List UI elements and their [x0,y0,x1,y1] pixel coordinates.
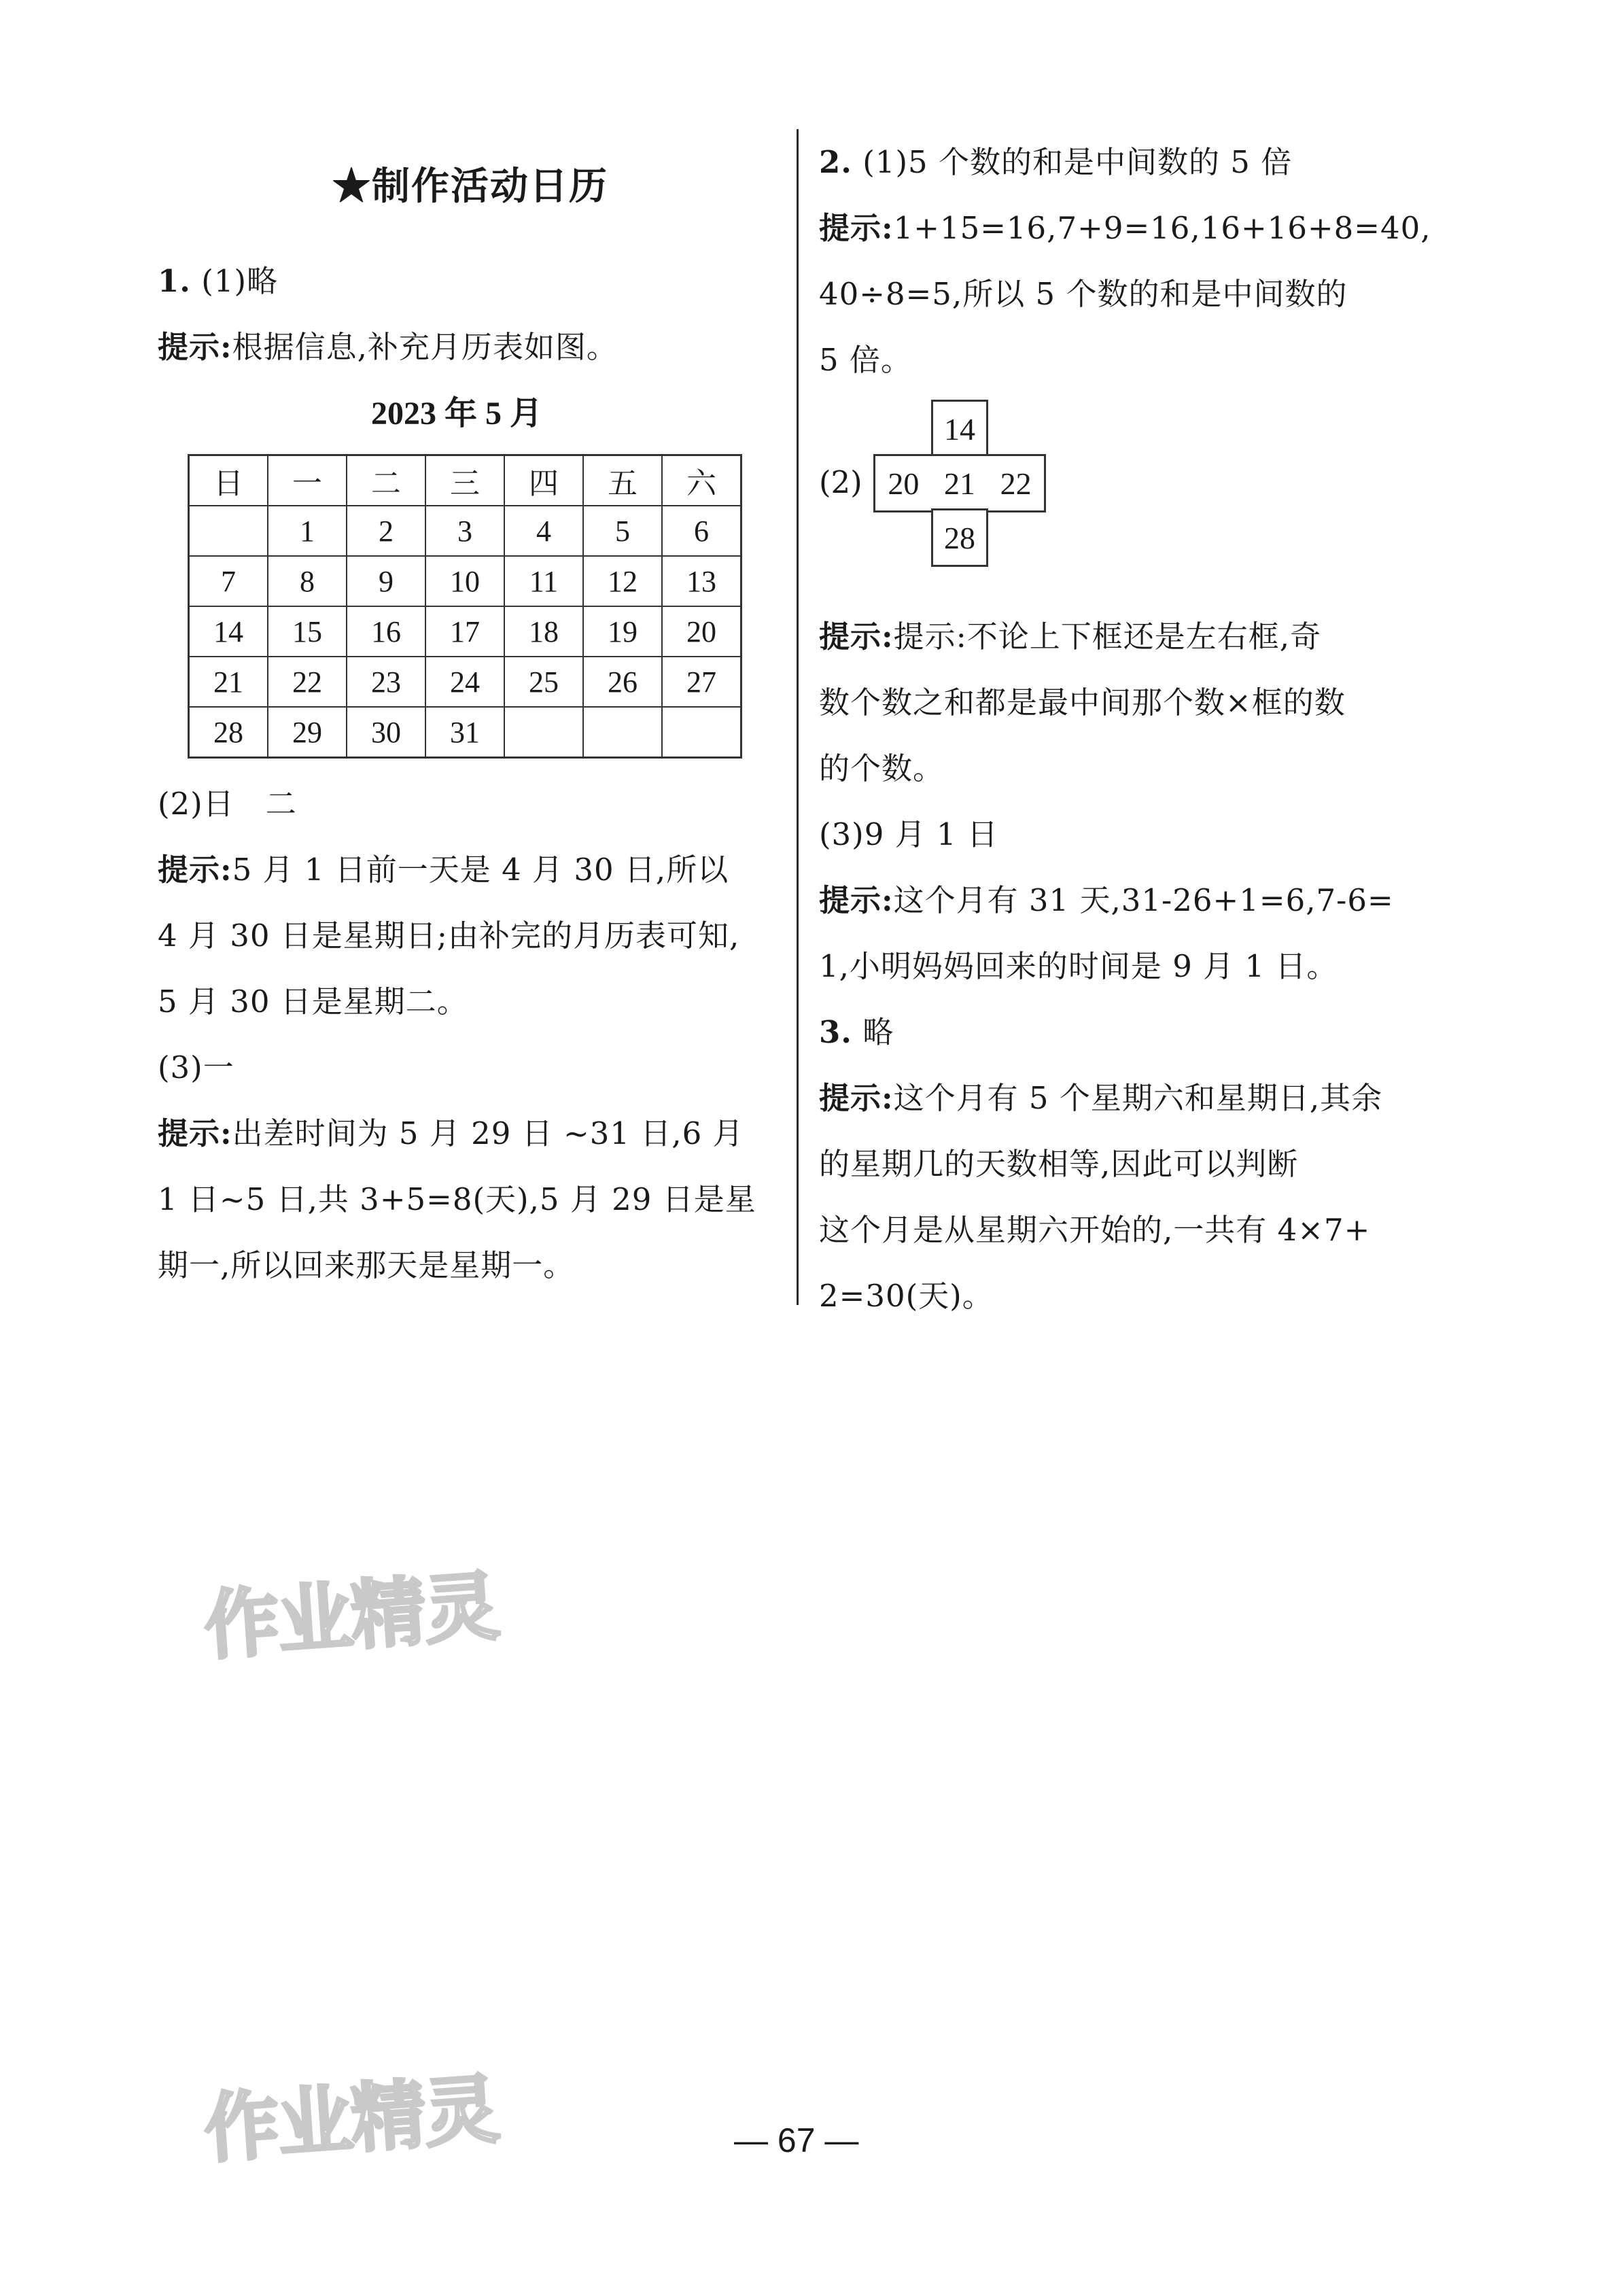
q2-number: 2. [819,144,852,180]
q1-part2-hint-line2: 4 月 30 日是星期日;由补完的月历表可知, [158,918,740,954]
q2-part2-hint-line3: 的个数。 [819,750,945,786]
q2-hint-line3: 5 倍。 [819,342,912,378]
day-cell: 1 [268,506,347,556]
day-cell: 18 [504,606,583,657]
cross-left-number: 20 [888,466,920,501]
day-cell: 13 [662,556,741,606]
q2-part2-hint-line1 [819,604,1444,669]
hint-text: 这个月有 5 个星期六和星期日,其余 [893,1080,1383,1116]
q1-hint-text: 根据信息,补充月历表如图。 [232,329,618,365]
day-cell: 21 [189,657,268,707]
q3-answer-text: 略 [852,1014,894,1050]
calendar-header-row [189,455,741,506]
day-cell: 20 [662,606,741,657]
day-cell: 28 [189,707,268,758]
q3-number: 3. [819,1014,852,1050]
cross-bottom-box [931,508,988,567]
page-number: — 67 — [734,2121,859,2159]
weekday-cell: 二 [347,455,425,506]
day-cell: 7 [189,556,268,606]
day-cell: 15 [268,606,347,657]
day-cell: 31 [425,707,504,758]
watermark: 作业精灵 [201,2066,501,2173]
q2-part2-label: (2) [819,464,862,500]
calendar-week-row [189,606,741,657]
q2-hint-line1 [819,195,1444,261]
hint-text: 5 月 1 日前一天是 4 月 30 日,所以 [232,852,729,888]
day-cell: 30 [347,707,425,758]
day-cell [662,707,741,758]
q1-part1-answer: (1)略 [190,263,279,299]
hint-text: 1+15=16,7+9=16,16+16+8=40, [893,210,1431,246]
q2-hint-line2: 40÷8=5,所以 5 个数的和是中间数的 [819,276,1348,312]
calendar-week-row [189,707,741,758]
hint-text: 提示:不论上下框还是左右框,奇 [893,619,1322,655]
q3-hint-line1 [819,1065,1444,1131]
day-cell: 29 [268,707,347,758]
right-column [819,129,1444,1329]
day-cell: 9 [347,556,425,606]
day-cell: 26 [583,657,662,707]
cross-center-number: 21 [943,466,975,501]
q2-part1 [819,129,1444,195]
calendar-week-row [189,657,741,707]
hint-label: 提示: [819,619,894,655]
q1-number: 1. [158,263,191,299]
q3-hint-line4: 2=30(天)。 [819,1278,994,1314]
weekday-cell: 五 [583,455,662,506]
day-cell: 5 [583,506,662,556]
q2-part3-hint-line1 [819,867,1444,933]
q2-part3: (3)9 月 1 日 [819,816,998,852]
q1-part1 [158,248,783,314]
weekday-cell: 一 [268,455,347,506]
day-cell: 25 [504,657,583,707]
q3-hint-line2: 的星期几的天数相等,因此可以判断 [819,1146,1299,1182]
day-cell: 4 [504,506,583,556]
left-column [158,116,783,1298]
q1-part2-hint-line3: 5 月 30 日是星期二。 [158,984,468,1020]
day-cell: 12 [583,556,662,606]
q2-part2-hint-line2: 数个数之和都是最中间那个数×框的数 [819,684,1346,720]
q1-part2: (2)日 二 [158,786,297,822]
day-cell: 14 [189,606,268,657]
q3-answer [819,999,1444,1065]
day-cell [583,707,662,758]
hint-label: 提示: [819,210,894,246]
day-cell: 10 [425,556,504,606]
day-cell: 6 [662,506,741,556]
cross-top-number: 14 [944,411,975,447]
q1-part3: (3)一 [158,1049,234,1085]
day-cell: 22 [268,657,347,707]
hint-text: 这个月有 31 天,31-26+1=6,7-6= [893,882,1394,918]
q1-part2-hint-line1 [158,837,783,903]
hint-label: 提示: [819,1080,894,1116]
section-title: ★制作活动日历 [332,164,608,209]
calendar-table [188,454,742,759]
day-cell: 19 [583,606,662,657]
day-cell: 11 [504,556,583,606]
day-cell [504,707,583,758]
q1-hint [158,314,783,380]
hint-label: 提示: [819,882,894,918]
hint-label: 提示: [158,852,232,888]
calendar-week-row [189,506,741,556]
weekday-cell: 四 [504,455,583,506]
day-cell: 24 [425,657,504,707]
day-cell: 17 [425,606,504,657]
column-divider [797,129,799,1305]
q2-part1-answer: (1)5 个数的和是中间数的 5 倍 [852,144,1293,180]
calendar-title: 2023 年 5 月 [370,396,542,432]
q1-part3-hint-line2: 1 日~5 日,共 3+5=8(天),5 月 29 日是星 [158,1181,756,1217]
cross-bottom-number: 28 [944,520,975,555]
day-cell [189,506,268,556]
cross-figure [819,400,1444,604]
day-cell: 23 [347,657,425,707]
q3-hint-line3: 这个月是从星期六开始的,一共有 4×7+ [819,1212,1371,1248]
day-cell: 2 [347,506,425,556]
day-cell: 16 [347,606,425,657]
calendar-week-row [189,556,741,606]
day-cell: 3 [425,506,504,556]
cross-right-number: 22 [1000,466,1032,501]
cross-middle-box [873,454,1046,512]
cross-top-box [931,400,988,458]
day-cell: 8 [268,556,347,606]
hint-label: 提示: [158,1115,232,1151]
q1-part3-hint-line1 [158,1100,783,1166]
q2-part3-hint-line2: 1,小明妈妈回来的时间是 9 月 1 日。 [819,948,1338,984]
day-cell: 27 [662,657,741,707]
watermark: 作业精灵 [201,1563,501,1670]
weekday-cell: 日 [189,455,268,506]
hint-label: 提示: [158,329,232,365]
q1-part3-hint-line3: 期一,所以回来那天是星期一。 [158,1247,575,1283]
weekday-cell: 六 [662,455,741,506]
hint-text: 出差时间为 5 月 29 日 ~31 日,6 月 [232,1115,744,1151]
weekday-cell: 三 [425,455,504,506]
